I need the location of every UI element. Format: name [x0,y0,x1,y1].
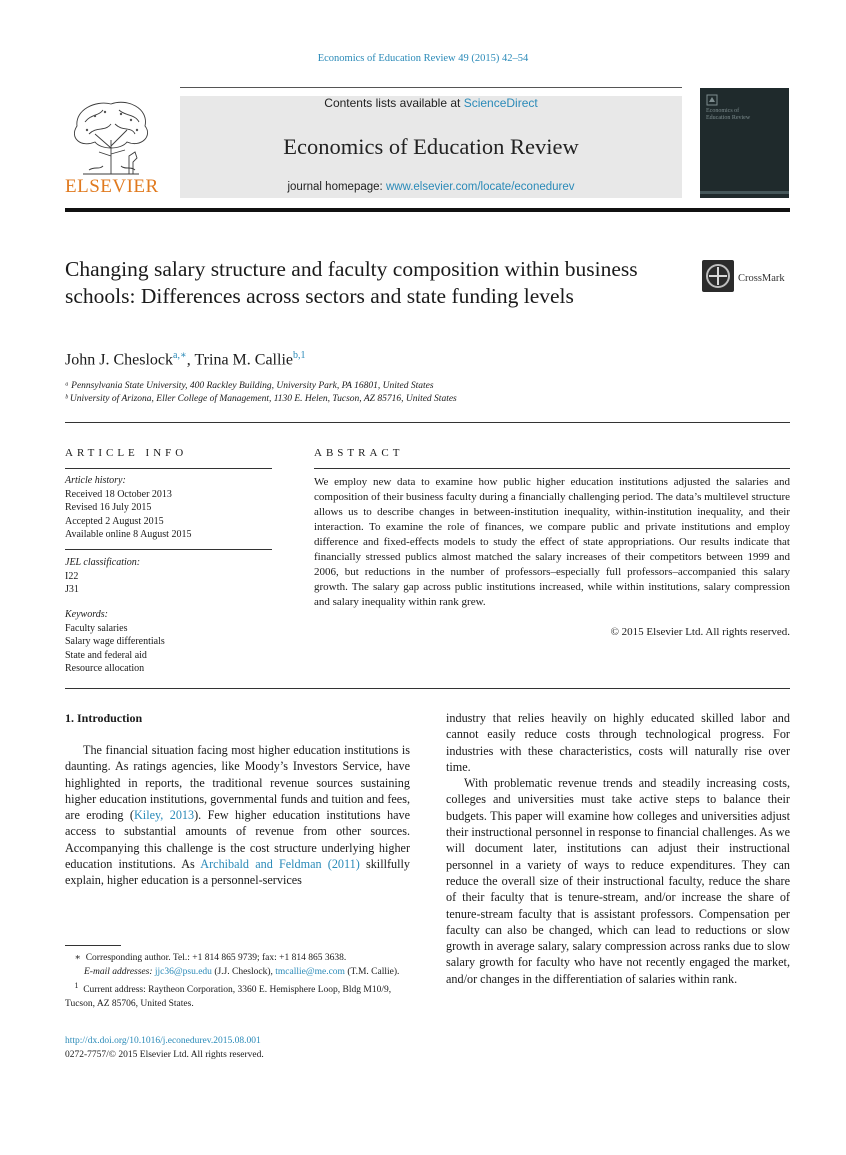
journal-cover-thumbnail[interactable] [700,88,789,198]
footnote-rule [65,945,121,946]
jel-classification [65,556,272,597]
left-column [65,742,410,889]
issn-line: 0272-7757/© 2015 Elsevier Ltd. All rights reserved. [65,1049,264,1060]
header-rule [180,87,682,88]
accepted-date: Accepted 2 August 2015 [65,515,164,527]
jel-code: J31 [65,584,79,595]
footnote-one-mark: 1 [74,981,79,990]
email-label: E-mail addresses: [84,967,155,977]
cover-emblem-icon [706,94,718,106]
keyword: Salary wage differentials [65,636,165,647]
email-owner: (T.M. Callie). [344,967,400,977]
abstract-rule [314,468,790,469]
intro-paragraph-2: With problematic revenue trends and steadily increasing costs, colleges and universities must take active steps to balance their budgets. This paper will examine how colleges and universities adjust their instructional personnel in response to financial challenges. As we will document later, institutions can adjust their instructional personnel in a variety of ways to reduce expenditures. They can reduce the overall size of their instructional faculty, reduce the share of their faculty that is tenure-stream, and/or increase the share of tenure-stream faculty that is assistant professors. Compensation per faculty can also be changed, which can lead to reductions or slow growth in average salary, salary compression across ranks due to slow salary growth for faculty who have not recently engaged the market, and/or changes in the differentiation of salaries within rank. [446,776,790,986]
section-rule-bottom [65,688,790,689]
crossmark-glyph-icon [702,260,734,292]
author-callie-marks[interactable]: b,1 [292,350,306,361]
history-rule [65,549,272,550]
email-link-callie[interactable]: tmcallie@me.com [275,967,345,977]
journal-name: Economics of Education Review [283,134,579,159]
sciencedirect-link[interactable]: ScienceDirect [463,96,538,110]
online-date: Available online 8 August 2015 [65,529,192,540]
section-rule-top [65,422,790,423]
intro-text: ). Few higher education institutions have access to substantial amounts of revenue from other sources. Accompanying this challenge is the cost structure underlying higher education institutions. As [65,808,410,872]
footnotes [65,951,410,1011]
cover-title: Economics of Education Review [706,108,751,121]
citation-kiley[interactable]: Kiley, 2013 [134,808,195,823]
contents-line [180,96,682,110]
history-heading: Article history: [65,475,126,486]
cover-stripe [700,191,789,194]
abstract-label: ABSTRACT [314,447,404,459]
right-column [446,710,790,987]
jel-heading: JEL classification: [65,557,141,568]
contents-prefix: Contents lists available at [324,96,464,110]
keyword: State and federal aid [65,649,147,661]
revised-date: Revised 16 July 2015 [65,502,152,513]
received-date: Received 18 October 2013 [65,488,172,500]
keyword: Resource allocation [65,663,145,674]
homepage-line [180,181,682,193]
footnote-star-mark: ∗ [74,953,81,963]
doi-link[interactable]: http://dx.doi.org/10.1016/j.econedurev.2015.08.001 [65,1036,261,1046]
footnote-emails [65,965,410,979]
elsevier-logo[interactable] [65,96,157,198]
author-list [65,350,305,369]
keywords-heading: Keywords: [65,609,108,620]
article-title: Changing salary structure and faculty composition within business schools: Differences across sectors and state funding levels [65,257,638,308]
article-history [65,474,272,542]
email-link-cheslock[interactable]: jjc36@psu.edu [154,967,212,977]
author-cheslock: John J. Cheslock [65,351,173,369]
affiliation-b: ᵇ University of Arizona, Eller College of Management, 1130 E. Helen, Tucson, AZ 85716, United States [65,394,457,404]
doi-block [65,1035,410,1062]
crossmark-label[interactable]: CrossMark [738,273,785,284]
footnote-corresponding [65,951,410,965]
email-owner: (J.J. Cheslock), [211,967,276,977]
abstract-copyright: © 2015 Elsevier Ltd. All rights reserved. [610,626,790,638]
author-cheslock-marks[interactable]: a,∗ [173,350,187,361]
intro-paragraph-1 [65,742,410,889]
keywords [65,608,272,676]
jel-code: I22 [65,570,79,582]
abstract-text: We employ new data to examine how public higher education institutions adjusted the salaries and composition of their business faculty during a financially challenging period. The data’s multilevel structure allows us to describe changes in between-institution inequality, within-institution inequality, and their interaction. To examine the role of finances, we compare public and private institutions and employ difference and fixed-effects models to study the effect of state appropriations. Our results indicate that financially stressed publics almost matched the salary increases of their competitors between 1999 and 2006, but reductions in the number of professors–especially full professors–accompanied this salary growth. The salary gap across public institutions increased, while within institutions, salary compression and salary inequality within rank grew. [314,476,790,608]
intro-text: The financial situation facing most higher education institutions is daunting. As ratings agencies, like Moody’s Investors Service, have highlighted in reports, the traditional revenue sources sustaining higher education institutions, governmental funds and tuition and fees, are eroding ( [65,743,410,823]
footnote-corresponding-text: Corresponding author. Tel.: +1 814 865 9739; fax: +1 814 865 3638. [85,953,347,963]
keyword: Faculty salaries [65,622,128,634]
journal-banner [180,96,682,198]
article-info-label: ARTICLE INFO [65,447,188,459]
citation-archibald-feldman[interactable]: Archibald and Feldman (2011) [200,857,360,872]
article-info-rule [65,468,272,469]
introduction-heading: 1. Introduction [65,711,143,725]
elsevier-tree-icon [65,96,157,176]
footnote-address-text: Current address: Raytheon Corporation, 3360 E. Hemisphere Loop, Bldg M10/9, Tucson, AZ 85706, United States. [65,985,392,1010]
homepage-prefix: journal homepage: [287,181,386,193]
crossmark-icon[interactable] [702,260,734,292]
elsevier-wordmark: ELSEVIER [65,176,159,197]
intro-paragraph-1-continued: industry that relies heavily on highly educated skilled labor and cannot easily reduce costs through technological progress. For industries with these characteristics, costs will naturally rise over time. [446,711,790,774]
journal-reference[interactable]: Economics of Education Review 49 (2015) 42–54 [317,53,529,64]
homepage-link[interactable]: www.elsevier.com/locate/econedurev [385,181,575,193]
footnote-current-address [65,979,410,1011]
author-callie: , Trina M. Callie [186,351,293,369]
header-thick-rule [65,208,790,212]
affiliation-a: ᵃ Pennsylvania State University, 400 Rackley Building, University Park, PA 16801, United States [65,381,434,391]
intro-text: skillfully explain, higher education is a personnel-services [65,857,410,888]
